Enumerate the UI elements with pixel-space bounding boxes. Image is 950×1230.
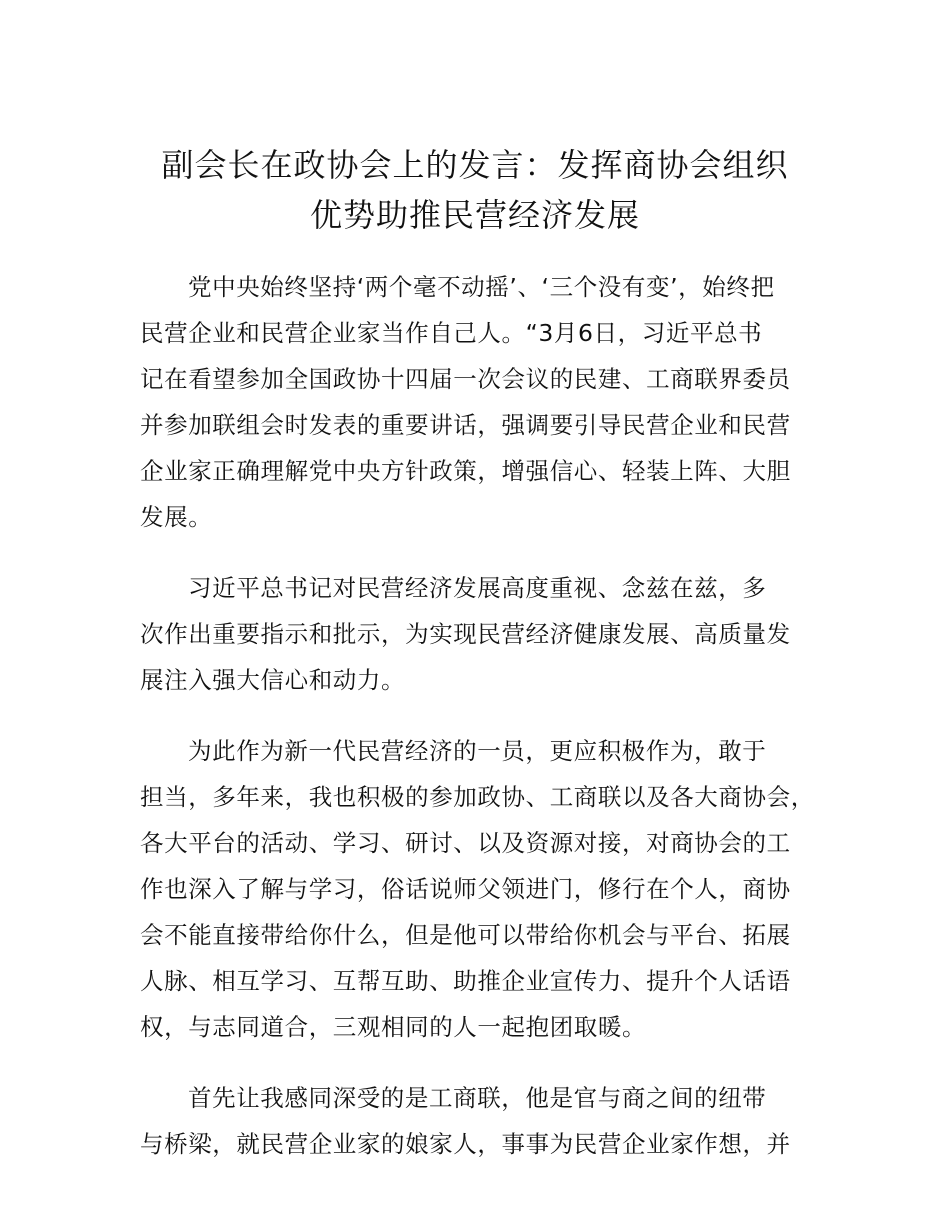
paragraph-line: 党中央始终坚持‘两个毫不动摇’、‘三个没有变’，始终把: [188, 273, 775, 301]
title-line-1: 副会长在政协会上的发言：发挥商协会组织: [161, 146, 789, 184]
paragraph-line: 展注入强大信心和动力。: [140, 666, 406, 694]
paragraph-line: 习近平总书记对民营经济发展高度重视、念兹在兹，多: [188, 574, 767, 602]
paragraph-line: 发展。: [140, 503, 213, 531]
paragraph-line: 次作出重要指示和批示，为实现民营经济健康发展、高质量发: [140, 620, 791, 648]
paragraph-2: [140, 565, 830, 703]
paragraph-line: 作也深入了解与学习，俗话说师父领进门，修行在个人，商协: [140, 875, 791, 903]
paragraph-line: 首先让我感同深受的是工商联，他是官与商之间的纽带: [188, 1084, 767, 1112]
paragraph-line: 民营企业和民营企业家当作自己人。“3月6日，习近平总书: [140, 319, 763, 347]
title-line-2: 优势助推民营经济发展: [309, 196, 640, 234]
document-body: [140, 264, 830, 1192]
paragraph-line: 与桥梁，就民营企业家的娘家人，事事为民营企业家作想，并: [140, 1130, 791, 1158]
paragraph-line: 为此作为新一代民营经济的一员，更应积极作为，敢于: [188, 737, 767, 765]
paragraph-4: [140, 1075, 830, 1167]
paragraph-line: 记在看望参加全国政协十四届一次会议的民建、工商联界委员: [140, 365, 791, 393]
paragraph-line: 会不能直接带给你什么，但是他可以带给你机会与平台、拓展: [140, 921, 791, 949]
paragraph-3: [140, 728, 830, 1050]
paragraph-line: 人脉、相互学习、互帮互助、助推企业宣传力、提升个人话语: [140, 967, 791, 995]
paragraph-1: [140, 264, 830, 540]
paragraph-line: 担当，多年来，我也积极的参加政协、工商联以及各大商协会，: [140, 783, 815, 811]
paragraph-line: 各大平台的活动、学习、研讨、以及资源对接，对商协会的工: [140, 829, 791, 857]
paragraph-line: 权，与志同道合，三观相同的人一起抱团取暖。: [140, 1013, 647, 1041]
paragraph-line: 并参加联组会时发表的重要讲话，强调要引导民营企业和民营: [140, 411, 791, 439]
paragraph-line: 企业家正确理解党中央方针政策，增强信心、轻装上阵、大胆: [140, 457, 791, 485]
document-title: [120, 140, 830, 240]
